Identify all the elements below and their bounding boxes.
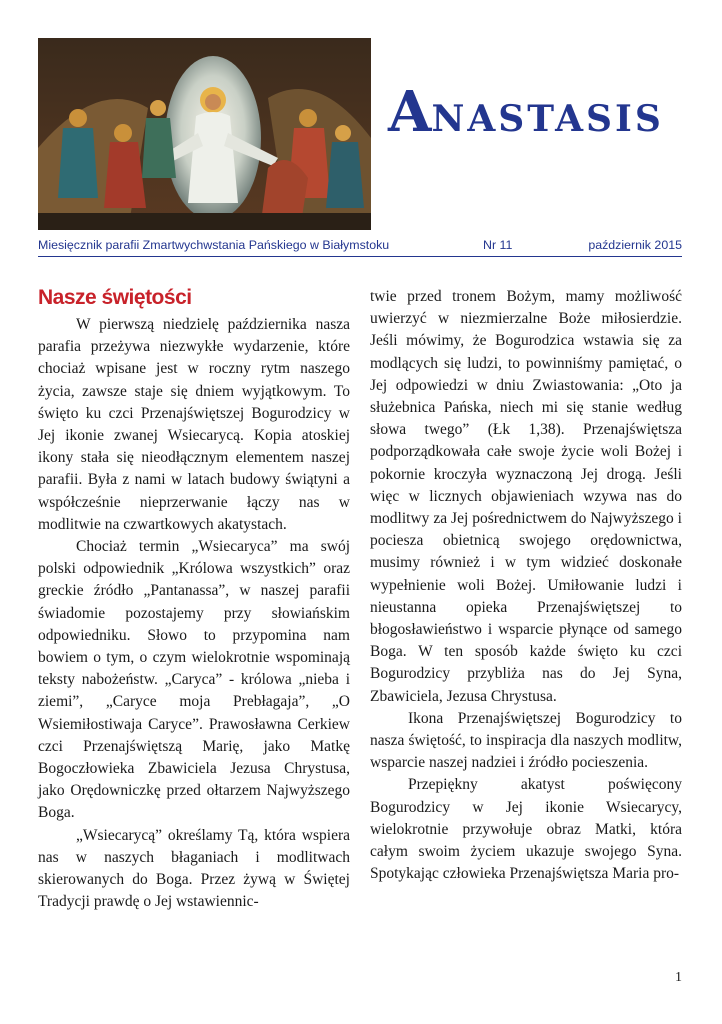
left-column [38,286,350,913]
issue-header-bar [38,238,682,257]
masthead-title: ANASTASIS [388,79,664,145]
publication-name: Miesięcznik parafii Zmartwychwstania Pańskiego w Białymstoku [38,238,390,252]
paragraph: W pierwszą niedzielę października nasza parafia przeżywa niezwykłe wydarzenie, które chociaż wpisane jest w roczny rytm naszego życia, zawsze staje się dniem wyjątkowym. To święto ku czci Przenajświętszej Bogurodzicy w Jej ikonie zwanej Wsiecarycą. Kopia atoskiej ikony stała się nieodłącznym elementem naszej parafii. Była z nami w latach budowy świątyni a współcześnie nieprzerwanie łączy nas w modlitwie na czwartkowych akatystach. [38,316,350,533]
issue-number: Nr 11 [483,238,513,252]
anastasis-icon-image [38,38,371,230]
issue-date: październik 2015 [588,238,682,252]
right-column [370,286,682,885]
article-title: Nasze świętości [38,286,192,309]
paragraph: twie przed tronem Bożym, mamy możliwość uwierzyć w niezmierzalne Boże miłosierdzie. Jeśli mówimy, że Bogurodzica wstawia się za modlących się ludzi, to powinniśmy pamiętać, o Jej odpowiedzi w dniu Zwiastowania: „Oto ja służebnica Pańska, niech mi się stanie według słowa twego” (Łk 1,38). Przenajświętsza podporządkowała całe swoje życie woli Bożej i pokornie kroczyła wyznaczoną Jej drogą. Jeśli więc w licznych objawieniach wzywa nas do modlitwy za Jej pośrednictwem do Najwyższego i pociesza obietnicą swojego orędownictwa, musimy również i w tym widzieć doskonałe wypełnienie woli Bożej. Umiłowanie ludzi i nieustanna opieka Przenajświętszej to błogosławieństwo i wsparcie płynące od samego Boga. W ten sposób każde święto ku czci Bogurodzicy przybliża nas do Jej Syna, Zbawiciela, Jezusa Chrystusa. [370,288,682,705]
paragraph: Chociaż termin „Wsiecaryca” ma swój polski odpowiednik „Królowa wszystkich” oraz greckie źródło „Pantanassa”, w naszej parafii świadomie pozostajemy przy słowiańskim odpowiedniku. Słowo to przypomina nam bowiem o tym, o czym wielokrotnie wspominają teksty nabożeństw. „Caryca” - królowa „nieba i ziemi”, „Caryce moja Prebłagaja”, „O Wsiemiłostiwaja Caryce”. Prawosławna Cerkiew czci Przenajświętszą Marię, jako Matkę Bogoczłowieka Zbawiciela Jezusa Chrystusa, jako Orędowniczkę przed ołtarzem Najwyższego Boga. [38,538,350,822]
paragraph: Przepiękny akatyst poświęcony Bogurodzicy w Jej ikonie Wsiecarycy, wielokrotnie przywołuje obraz Matki, która całym swoim życiem ukazuje swojego Syna. Spotykając człowieka Przenajświętsza Maria pro- [370,776,682,883]
page-number: 1 [675,970,682,985]
paragraph: Ikona Przenajświętszej Bogurodzicy to nasza świętość, to inspiracja dla naszych modlitw, wsparcie naszej nadziei i źródło pocieszenia. [370,709,682,772]
paragraph: „Wsiecarycą” określamy Tą, która wspiera nas w naszych błaganiach i modlitwach skierowanych do Boga. Przez żywą w Świętej Tradycji prawdę o Jej wstawiennic- [38,826,350,911]
